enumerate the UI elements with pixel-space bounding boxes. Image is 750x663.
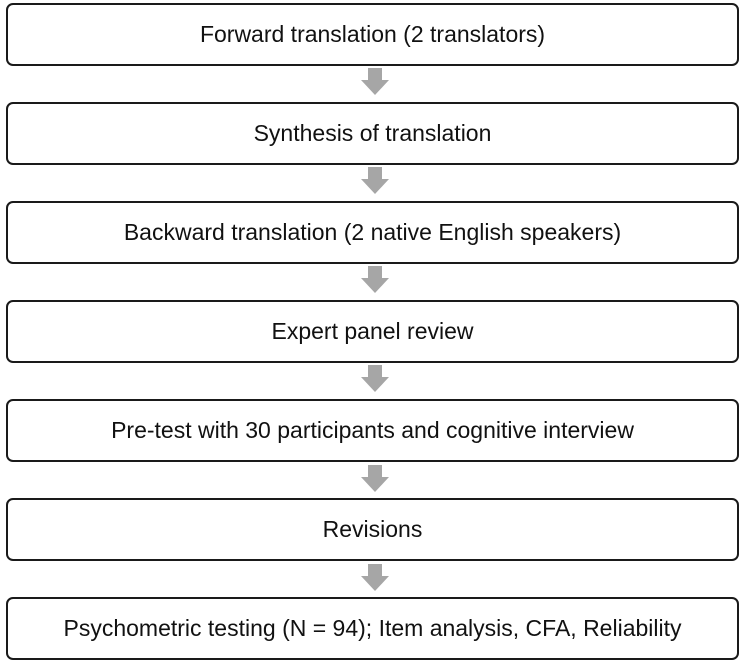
step-revisions: [6, 498, 739, 561]
step-label: Psychometric testing (N = 94); Item analysis, CFA, Reliability: [63, 615, 682, 641]
step-synthesis-of-translation: [6, 102, 739, 165]
step-label: Backward translation (2 native English speakers): [123, 219, 622, 245]
step-label: Expert panel review: [271, 318, 474, 344]
down-arrow-icon: [361, 365, 389, 393]
step-label: Pre-test with 30 participants and cognitive interview: [111, 417, 634, 443]
step-label: Synthesis of translation: [253, 120, 492, 146]
step-pre-test: [6, 399, 739, 462]
step-psychometric-testing: [6, 597, 739, 660]
down-arrow-icon: [361, 465, 389, 493]
step-forward-translation: [6, 3, 739, 66]
step-label: Revisions: [322, 516, 423, 542]
down-arrow-icon: [361, 266, 389, 294]
step-expert-panel-review: [6, 300, 739, 363]
down-arrow-icon: [361, 68, 389, 96]
step-label: Forward translation (2 translators): [199, 21, 546, 47]
step-backward-translation: [6, 201, 739, 264]
down-arrow-icon: [361, 564, 389, 592]
down-arrow-icon: [361, 167, 389, 195]
